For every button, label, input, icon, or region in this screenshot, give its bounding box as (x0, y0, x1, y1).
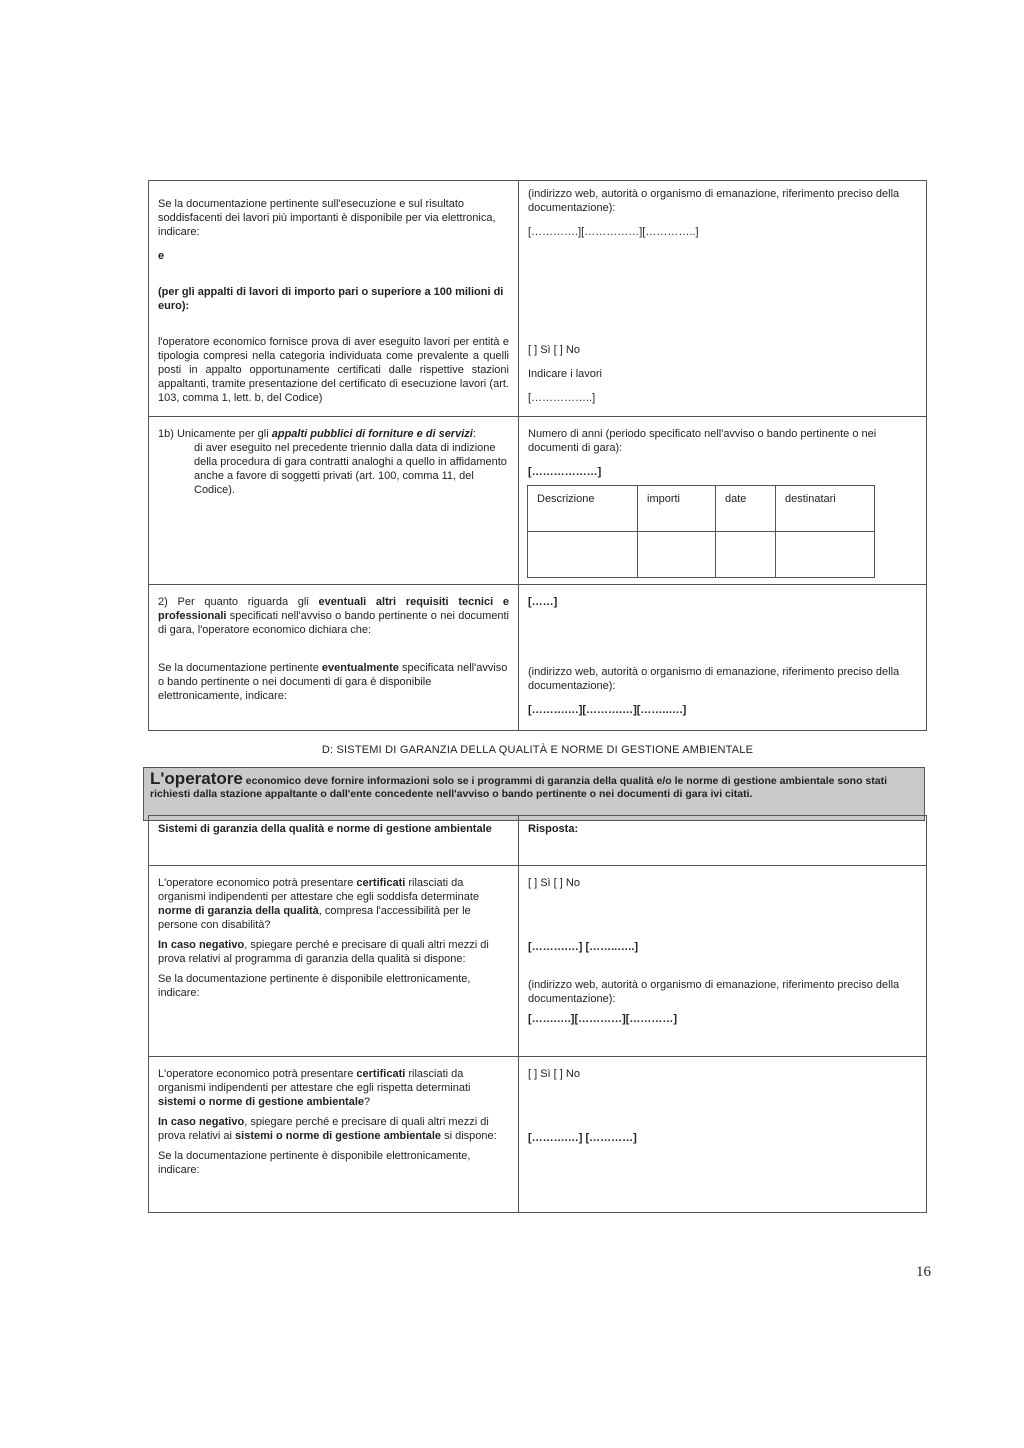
table-row (149, 1057, 927, 1213)
header-cell-left (149, 816, 519, 866)
web-reference-hint: (indirizzo web, autorità o organismo di emanazione, riferimento preciso della documentazione): (528, 666, 900, 692)
table-row (149, 181, 927, 417)
quality-systems-table (148, 815, 927, 1213)
quality-negative-field[interactable]: [……….…] [……..…..] (528, 941, 638, 953)
other-requirements-doc-text: Se la documentazione pertinente eventualmente specificata nell'avviso o bando pertinente o nei documenti di gara è disponibile elettronicamente, indicare: (158, 662, 508, 702)
table-cell-left (149, 866, 519, 1057)
table-cell-left (149, 585, 519, 731)
table-row (149, 585, 927, 731)
web-reference-hint: (indirizzo web, autorità o organismo di emanazione, riferimento preciso della documentazione): (528, 979, 900, 1005)
yes-no-choice[interactable]: [ ] Sì [ ] No (528, 1068, 580, 1080)
and-text: e (158, 250, 165, 262)
quality-doc-electronic-text: Se la documentazione pertinente è disponibile elettronicamente, indicare: (158, 973, 471, 999)
contracts-cell[interactable] (716, 532, 776, 578)
contracts-cell[interactable] (776, 532, 875, 578)
table-cell-left (149, 181, 519, 417)
web-reference-field[interactable]: […….….][…………][…………] (528, 1013, 678, 1025)
works-field[interactable]: [……………..] (528, 392, 596, 404)
notice-lead: L'operatore (150, 769, 243, 788)
environmental-certificates-question: L'operatore economico potrà presentare certificati rilasciati da organismi indipendenti per attestare che egli rispetta determinati sistemi o norme di gestione ambientale? (158, 1068, 471, 1108)
table-cell-right (519, 585, 927, 731)
years-hint: Numero di anni (periodo specificato nell'avviso o bando pertinente o nei documenti di gara): (528, 428, 877, 454)
header-cell-right (519, 816, 927, 866)
other-requirements-text: 2) Per quanto riguarda gli eventuali altri requisiti tecnici e professionali specificati nell'avviso o bando pertinente o nei documenti di gara, l'operatore economico dichiara che: (158, 596, 510, 636)
supplies-services-text: di aver eseguito nel precedente triennio dalla data di indizione della procedura di gara contratti analoghi a quello in affidamento anche a favore di soggetti privati (art. 100, comma 11, del Codice). (194, 442, 507, 496)
contracts-empty-row (528, 532, 875, 578)
other-requirements-field[interactable]: [……] (528, 596, 558, 608)
section-title: D: SISTEMI DI GARANZIA DELLA QUALITÀ E NORME DI GESTIONE AMBIENTALE (321, 744, 754, 756)
proof-of-works-text: l'operatore economico fornisce prova di aver eseguito lavori per entità e tipologia compresi nella categoria individuata come prevalente a quelli posti in appalto opportunamente certificati dalle rispettive stazioni appaltanti, tramite presentazione del certificato di esecuzione lavori (art. 103, comma 1, lett. b, del Codice) (158, 336, 509, 404)
supplies-services-heading: 1b) Unicamente per gli appalti pubblici di forniture e di servizi: (158, 428, 476, 440)
quality-negative-text: In caso negativo, spiegare perché e precisare di quali altri mezzi di prova relativi al programma di garanzia della qualità si dispone: (158, 939, 489, 965)
header-left-label: Sistemi di garanzia della qualità e norme di gestione ambientale (158, 823, 492, 835)
environmental-negative-field[interactable]: [……….…] […………] (528, 1132, 637, 1144)
large-contracts-heading: (per gli appalti di lavori di importo pari o superiore a 100 milioni di euro): (158, 286, 504, 312)
environmental-negative-text: In caso negativo, spiegare perché e precisare di quali altri mezzi di prova relativi ai sistemi o norme di gestione ambientale si dispone: (158, 1116, 497, 1142)
table-cell-right (519, 1057, 927, 1213)
years-field[interactable]: [………………] (528, 466, 602, 478)
contracts-table (527, 485, 875, 578)
doc-electronic-text: Se la documentazione pertinente sull'esecuzione e sul risultato soddisfacenti dei lavori più importanti è disponibile per via elettronica, indicare: (158, 198, 496, 238)
table-row (149, 417, 927, 585)
table-cell-left (149, 1057, 519, 1213)
quality-certificates-question: L'operatore economico potrà presentare certificati rilasciati da organismi indipendenti per attestare che egli soddisfa determinate norme di garanzia della qualità, compresa l'accessibilità per le persone con disabilità? (158, 877, 480, 931)
environmental-doc-electronic-text: Se la documentazione pertinente è disponibile elettronicamente, indicare: (158, 1150, 471, 1176)
column-header-descrizione: Descrizione (528, 486, 638, 532)
table-cell-right (519, 866, 927, 1057)
contracts-cell[interactable] (528, 532, 638, 578)
contracts-cell[interactable] (638, 532, 716, 578)
notice-box (143, 767, 925, 821)
yes-no-choice[interactable]: [ ] Sì [ ] No (528, 877, 580, 889)
table-header-row (149, 816, 927, 866)
column-header-importi: importi (638, 486, 716, 532)
contracts-header-row (528, 486, 875, 532)
column-header-date: date (716, 486, 776, 532)
yes-no-choice[interactable]: [ ] Sì [ ] No (528, 344, 580, 356)
web-reference-field[interactable]: [………….][……………][…………..] (528, 226, 699, 238)
header-right-label: Risposta: (528, 823, 579, 835)
notice-text: economico deve fornire informazioni solo se i programmi di garanzia della qualità e/o le norme di gestione ambientale sono stati richiesti dalla stazione appaltante o dall'ente concedente nell'avviso o bando pertinente o nei documenti di gara ivi citati. (150, 775, 887, 800)
page-number: 16 (916, 1264, 931, 1280)
table-row (149, 866, 927, 1057)
web-reference-field[interactable]: [……….…][……….…][……..….] (528, 704, 687, 716)
table-cell-right (519, 181, 927, 417)
technical-requirements-table (148, 180, 927, 731)
table-cell-left (149, 417, 519, 585)
web-reference-hint: (indirizzo web, autorità o organismo di emanazione, riferimento preciso della documentazione): (528, 188, 900, 214)
indicate-works-label: Indicare i lavori (528, 368, 602, 380)
column-header-destinatari: destinatari (776, 486, 875, 532)
table-cell-right (519, 417, 927, 585)
